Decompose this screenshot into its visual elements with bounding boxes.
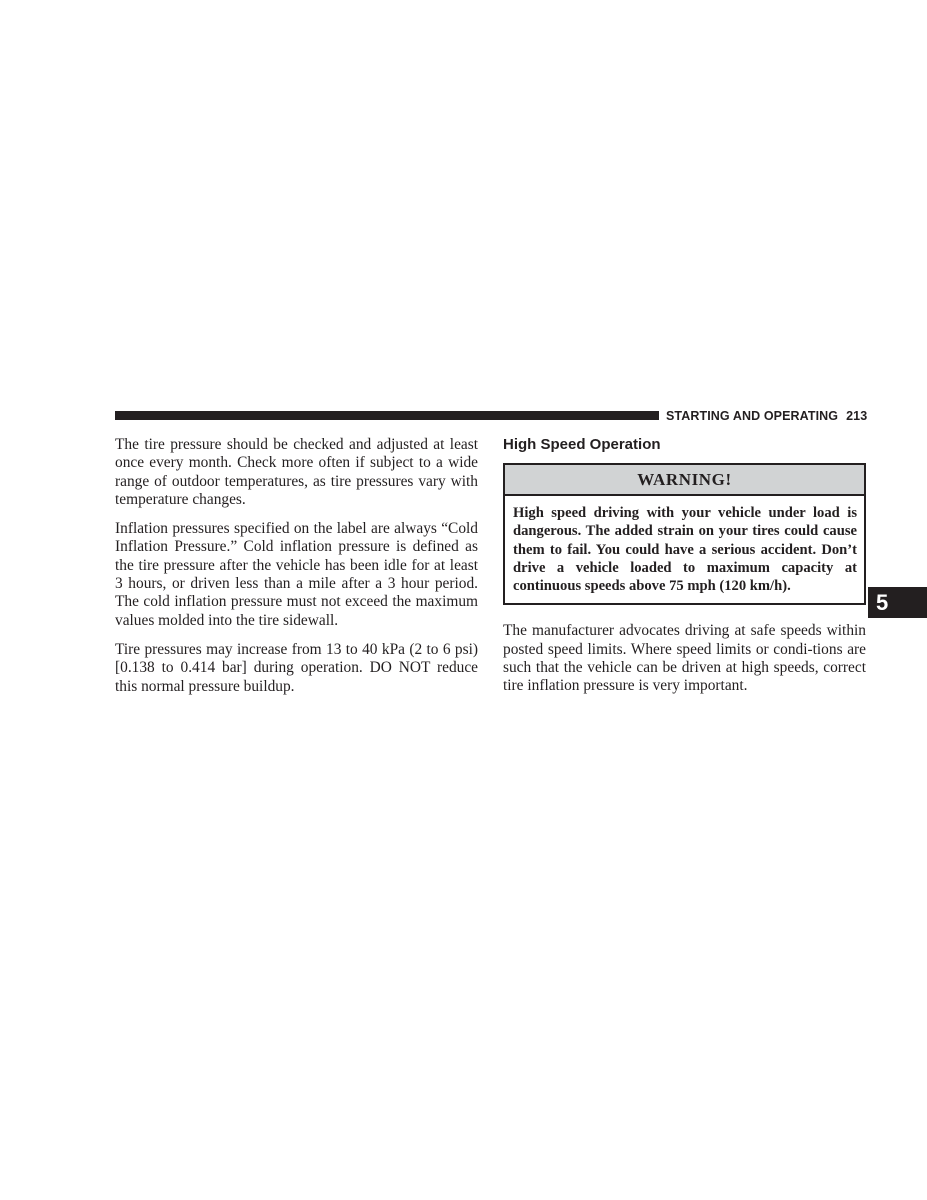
running-header — [666, 409, 867, 423]
section-title: STARTING AND OPERATING — [666, 409, 839, 423]
section-heading: High Speed Operation — [503, 436, 661, 453]
header-rule — [115, 411, 659, 420]
page-number: 213 — [846, 409, 868, 423]
warning-box — [503, 463, 866, 605]
warning-title: WARNING! — [505, 465, 864, 496]
paragraph-cold-inflation: Inflation pressures specified on the label are always “Cold Inflation Pressure.” Cold inflation pressure is defined as the tire pressure after the vehicle has been idle for at least 3 hours, or driven less than a mile after a 3 hour period. The cold inflation pressure must not exceed the maximum values molded into the tire sidewall. — [115, 520, 478, 629]
warning-text: High speed driving with your vehicle under load is dangerous. The added strain on your tires could cause them to fail. You could have a serious accident. Don’t drive a vehicle loaded to maximum capacity at continuous speeds above 75 mph (120 km/h). — [513, 505, 857, 595]
paragraph-pressure-increase: Tire pressures may increase from 13 to 40 kPa (2 to 6 psi) [0.138 to 0.414 bar] during operation. DO NOT reduce this normal pressure buildup. — [115, 640, 478, 695]
left-column — [115, 436, 478, 707]
chapter-number: 5 — [876, 590, 889, 615]
paragraph-safe-speeds: The manufacturer advocates driving at safe speeds within posted speed limits. Where speed limits or condi-tions are such that the vehicle can be driven at high speeds, correct tire inflation pressure is very important. — [503, 622, 866, 695]
right-column — [503, 436, 866, 707]
chapter-tab — [868, 587, 927, 618]
paragraph-check-frequency: The tire pressure should be checked and adjusted at least once every month. Check more often if subject to a wide range of outdoor temperatures, as tire pressures vary with temperature changes. — [115, 436, 478, 508]
